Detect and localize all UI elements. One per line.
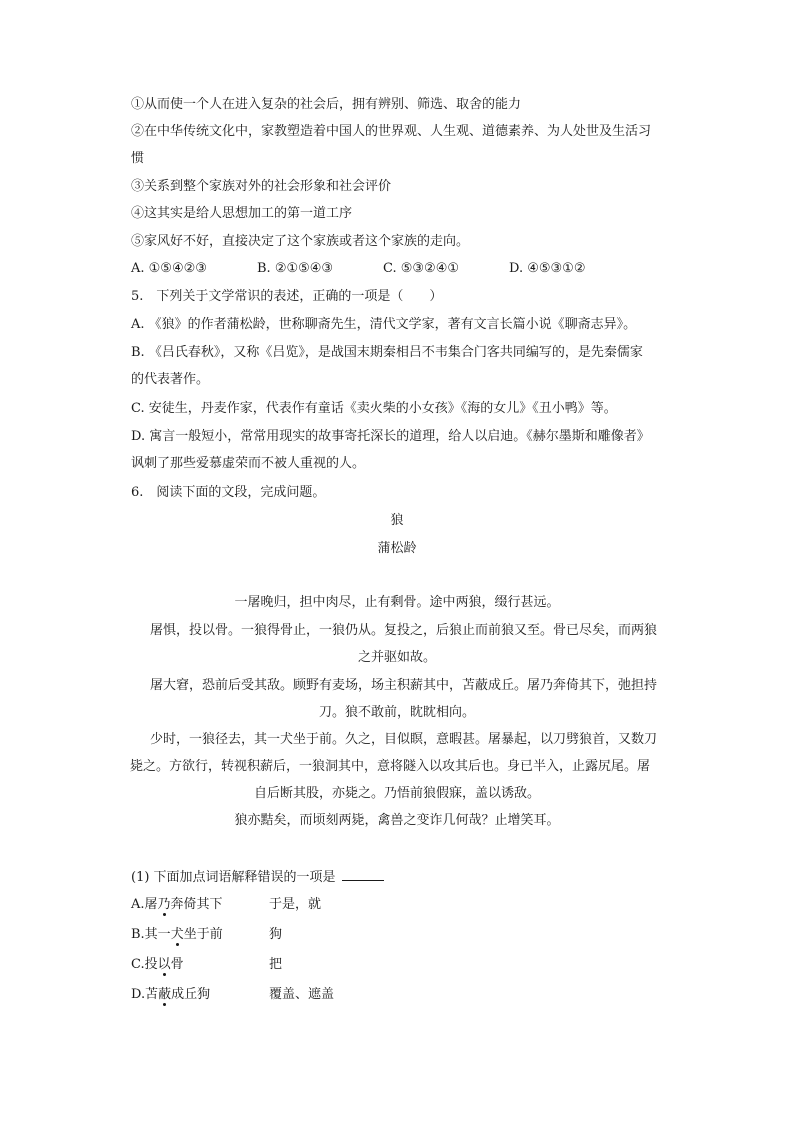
phrase-text: B.其一	[131, 927, 171, 942]
passage-line-8: 自后断其股，亦毙之。乃悟前狼假寐，盖以诱敌。	[253, 786, 540, 801]
phrase-text: C.投	[131, 957, 158, 972]
dotted-word: 以	[157, 957, 171, 972]
q5-option-c[interactable]: C. 安徒生，丹麦作家，代表作有童话《卖火柴的小女孩》《海的女儿》《丑小鸭》等。	[131, 401, 617, 416]
passage-line-3: 之并驱如故。	[357, 650, 436, 665]
passage-line-2: 屠惧，投以骨。一狼得骨止，一狼仍从。复投之，后狼止而前狼又至。骨已尽矣，而两狼	[150, 623, 658, 638]
q5-option-d-cont: 讽刺了那些爱慕虚荣而不被人重视的人。	[131, 456, 366, 471]
dotted-word: 犬	[170, 927, 184, 942]
q4-option-a[interactable]: A. ①⑤④②③	[131, 261, 207, 276]
q5-stem: 5. 下列关于文学常识的表述，正确的一项是（ ）	[131, 289, 443, 304]
sentence-5: ⑤家风好不好，直接决定了这个家族或者这个家族的走向。	[131, 234, 470, 249]
sentence-2: ②在中华传统文化中，家教塑造着中国人的世界观、人生观、道德素养、为人处世及生活习	[131, 124, 652, 139]
sub1-option-a[interactable]	[131, 896, 321, 914]
sub1-stem	[131, 868, 384, 887]
dotted-word: 蔽	[158, 987, 172, 1002]
sub1-option-d[interactable]	[131, 986, 334, 1004]
q4-option-d[interactable]: D. ④⑤③①②	[509, 261, 586, 276]
q5-option-b-cont: 的代表著作。	[131, 372, 210, 387]
sub1-option-a-meaning: 于是，就	[269, 897, 322, 912]
passage-line-5: 刀。狼不敢前，眈眈相向。	[318, 705, 475, 720]
phrase-text: 坐于前	[183, 927, 223, 942]
passage-line-4: 屠大窘，恐前后受其敌。顾野有麦场，场主积薪其中，苫蔽成丘。屠乃奔倚其下，弛担持	[150, 678, 658, 693]
sub1-option-a-phrase	[131, 896, 269, 914]
sentence-2-cont: 惯	[131, 151, 145, 166]
q5-option-b[interactable]: B. 《吕氏春秋》，又称《吕览》，是战国末期秦相吕不韦集合门客共同编写的，是先秦儒家	[131, 345, 643, 360]
q4-options	[131, 260, 586, 278]
phrase-text: A.屠	[131, 897, 158, 912]
sub1-option-b-meaning: 狗	[269, 927, 283, 942]
phrase-text: 成丘狗	[171, 987, 211, 1002]
passage-title: 狼	[390, 513, 404, 528]
q6-stem: 6. 阅读下面的文段，完成问题。	[131, 485, 326, 500]
answer-blank[interactable]	[342, 868, 384, 881]
passage-line-7: 毙之。方欲行，转视积薪后，一狼洞其中，意将隧入以攻其后也。身已半入，止露尻尾。屠	[130, 759, 651, 774]
sub1-stem-text: (1) 下面加点词语解释错误的一项是	[131, 870, 336, 885]
sub1-option-c-phrase	[131, 956, 269, 974]
passage-author: 蒲松龄	[377, 541, 417, 556]
sub1-option-c-meaning: 把	[269, 957, 283, 972]
sentence-1: ①从而使一个人在进入复杂的社会后，拥有辨别、筛选、取舍的能力	[131, 97, 522, 112]
q4-option-b[interactable]: B. ②①⑤④③	[257, 261, 334, 276]
sub1-option-b[interactable]	[131, 926, 282, 944]
passage-line-6: 少时，一狼径去，其一犬坐于前。久之，目似瞑，意暇甚。屠暴起，以刀劈狼首，又数刀	[150, 732, 658, 747]
phrase-text: 奔倚其下	[170, 897, 223, 912]
sentence-3: ③关系到整个家族对外的社会形象和社会评价	[131, 179, 392, 194]
passage-line-1: 一屠晚归，担中肉尽，止有剩骨。途中两狼，缀行甚远。	[234, 595, 560, 610]
sub1-option-d-meaning: 覆盖、遮盖	[269, 987, 335, 1002]
phrase-text: D.苫	[131, 987, 159, 1002]
sub1-option-b-phrase	[131, 926, 269, 944]
sub1-option-c[interactable]	[131, 956, 282, 974]
q5-option-a[interactable]: A. 《狼》的作者蒲松龄，世称聊斋先生，清代文学家，著有文言长篇小说《聊斋志异》。	[131, 317, 637, 332]
dotted-word: 乃	[157, 897, 171, 912]
sub1-option-d-phrase	[131, 986, 269, 1004]
q4-option-c[interactable]: C. ⑤③②④①	[383, 261, 460, 276]
sentence-4: ④这其实是给人思想加工的第一道工序	[131, 206, 353, 221]
q5-option-d[interactable]: D. 寓言一般短小，常常用现实的故事寄托深长的道理，给人以启迪。《赫尔墨斯和雕像者》	[131, 429, 650, 444]
passage-line-9: 狼亦黠矣，而顷刻两毙，禽兽之变诈几何哉？止增笑耳。	[234, 813, 560, 828]
phrase-text: 骨	[170, 957, 184, 972]
